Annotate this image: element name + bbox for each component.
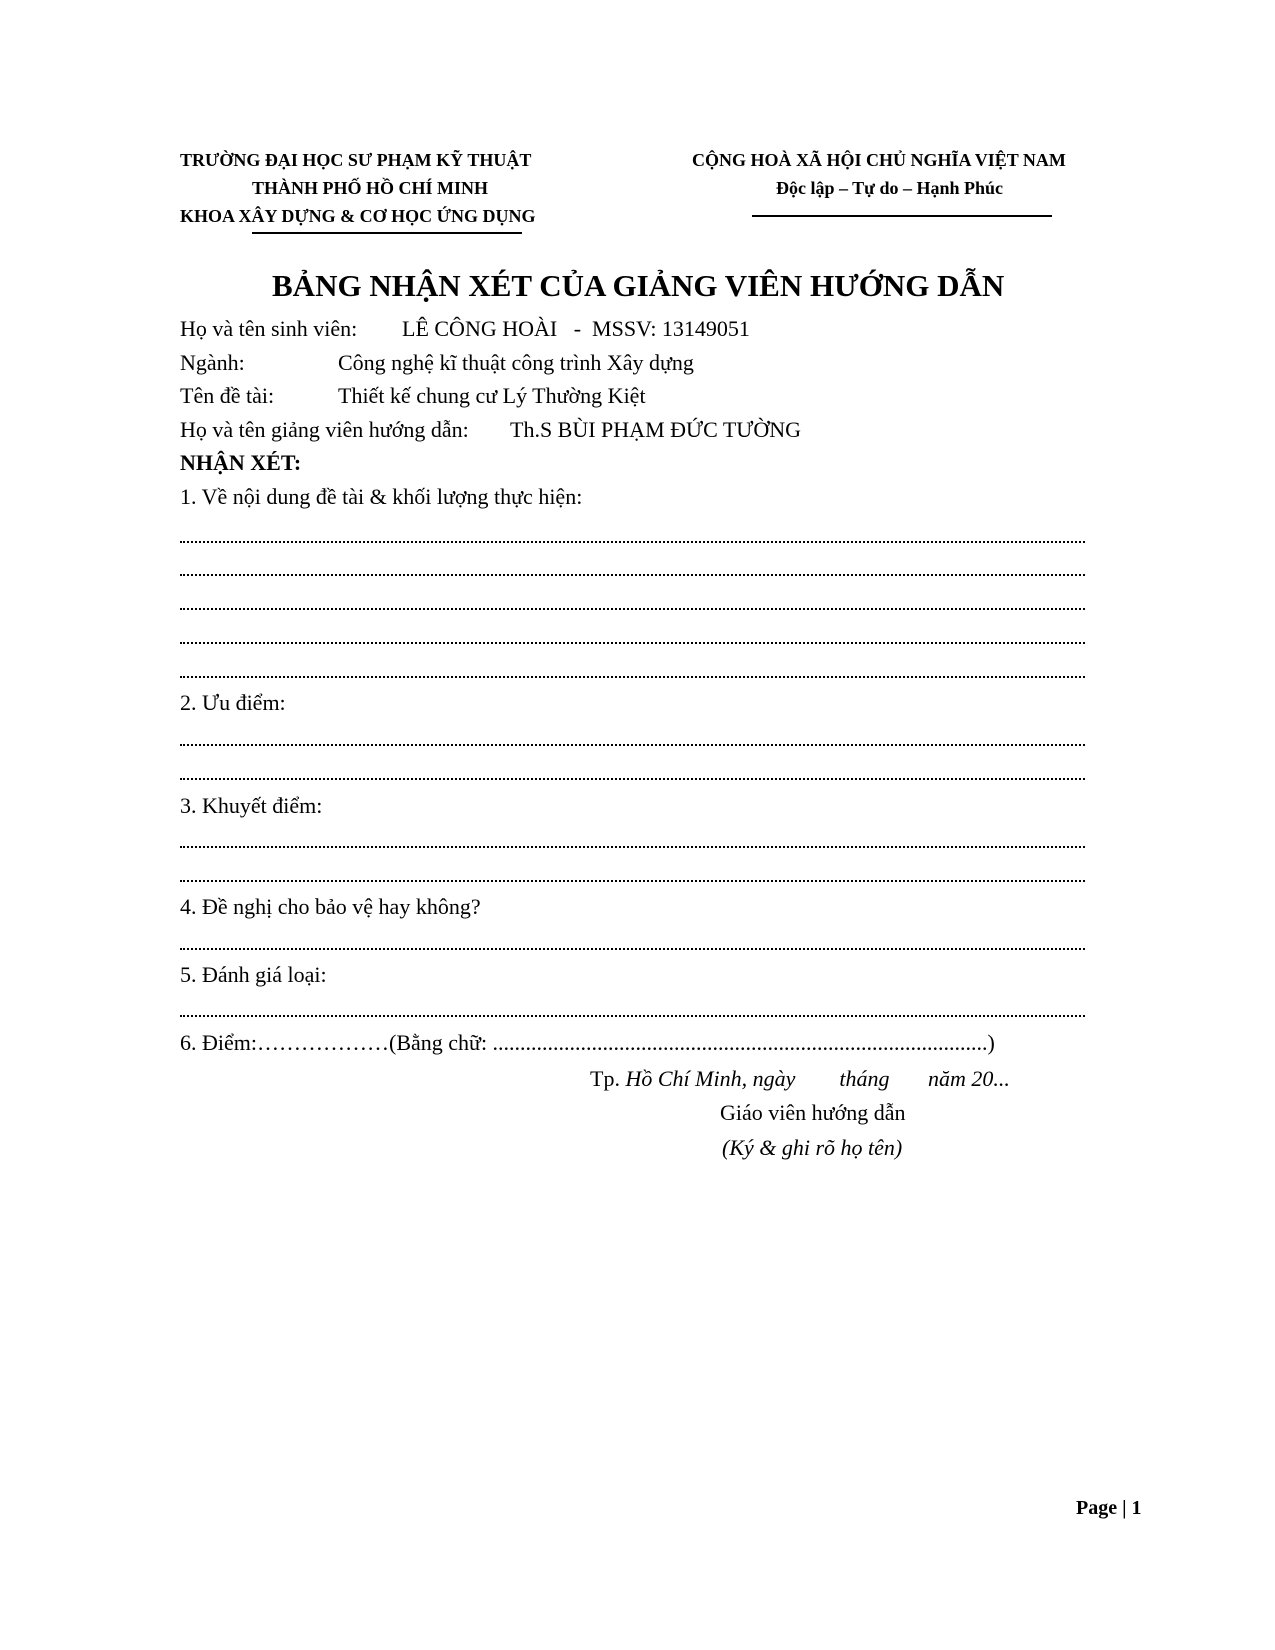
- motto: Độc lập – Tự do – Hạnh Phúc: [776, 178, 1004, 198]
- signature-role: Giáo viên hướng dẫn: [720, 1100, 906, 1125]
- advisor-label: Họ và tên giảng viên hướng dẫn:: [180, 417, 469, 442]
- faculty-name: KHOA XÂY DỰNG & CƠ HỌC ỨNG DỤNG: [180, 206, 536, 226]
- faculty-underline: [252, 232, 522, 234]
- page-title: BẢNG NHẬN XÉT CỦA GIẢNG VIÊN HƯỚNG DẪN: [272, 268, 1005, 303]
- section-3-label: 3. Khuyết điểm:: [180, 793, 323, 818]
- city-name: THÀNH PHỐ HỒ CHÍ MINH: [252, 178, 489, 198]
- dotted-line: [180, 744, 1085, 746]
- student-value: LÊ CÔNG HOÀI - MSSV: 13149051: [402, 316, 750, 341]
- dotted-line: [180, 642, 1085, 644]
- section-1-label: 1. Về nội dung đề tài & khối lượng thực hiện:: [180, 484, 583, 509]
- school-name: TRƯỜNG ĐẠI HỌC SƯ PHẠM KỸ THUẬT: [180, 150, 532, 170]
- dotted-line: [180, 778, 1085, 780]
- place-date: Hồ Chí Minh, ngày tháng năm 20...: [625, 1066, 1010, 1091]
- section-4-label: 4. Đề nghị cho bảo vệ hay không?: [180, 894, 481, 919]
- dotted-line: [180, 948, 1085, 950]
- dotted-line: [180, 1015, 1085, 1017]
- country-name: CỘNG HOÀ XÃ HỘI CHỦ NGHĨA VIỆT NAM: [692, 150, 1066, 170]
- section-5-label: 5. Đánh giá loại:: [180, 962, 327, 987]
- topic-value: Thiết kế chung cư Lý Thường Kiệt: [338, 383, 646, 408]
- major-label: Ngành:: [180, 350, 245, 375]
- dotted-line: [180, 541, 1085, 543]
- section-6-label: 6. Điểm:………………(Bằng chữ: ..........................................................................................): [180, 1030, 995, 1055]
- signature-place: [590, 1066, 1010, 1092]
- advisor-value: Th.S BÙI PHẠM ĐỨC TƯỜNG: [510, 417, 802, 442]
- student-label: Họ và tên sinh viên:: [180, 316, 358, 341]
- dotted-line: [180, 846, 1085, 848]
- major-value: Công nghệ kĩ thuật công trình Xây dựng: [338, 350, 694, 375]
- dotted-line: [180, 676, 1085, 678]
- motto-underline: [752, 215, 1052, 217]
- signature-instruction: (Ký & ghi rõ họ tên): [722, 1135, 903, 1160]
- topic-label: Tên đề tài:: [180, 383, 275, 408]
- page-number: Page | 1: [1076, 1497, 1142, 1519]
- section-2-label: 2. Ưu điểm:: [180, 690, 286, 715]
- dotted-line: [180, 574, 1085, 576]
- comments-heading: NHẬN XÉT:: [180, 450, 302, 475]
- dotted-line: [180, 880, 1085, 882]
- dotted-line: [180, 608, 1085, 610]
- place-prefix: Tp.: [590, 1066, 620, 1091]
